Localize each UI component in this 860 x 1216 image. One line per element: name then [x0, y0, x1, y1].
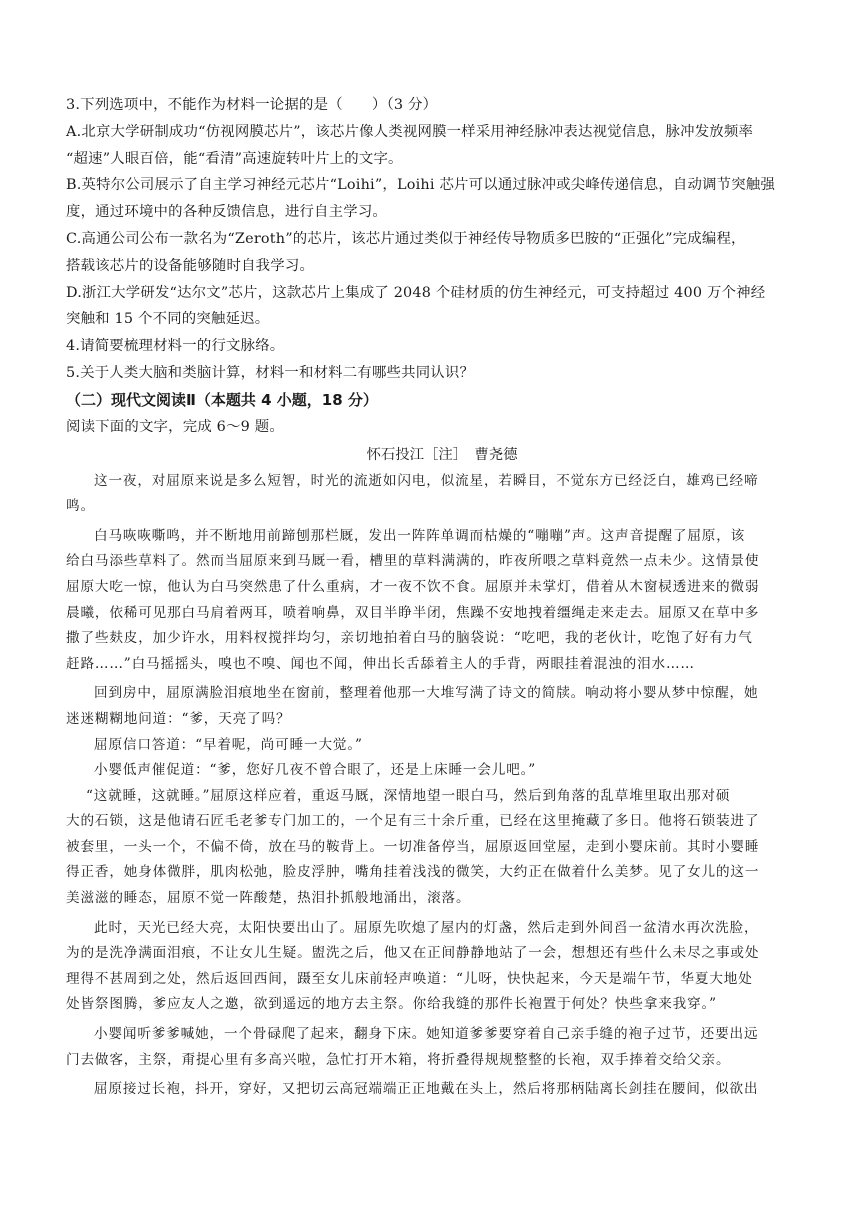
story-p3-line-1: 回到房中，屈原满脸泪痕地坐在窗前，整理着他那一大堆写满了诗文的简牍。响动将小婴从梦中惊醒，她	[94, 685, 759, 702]
exam-page	[66, 92, 794, 1103]
option-a-line-1: A.北京大学研制成功“仿视网膜芯片”，该芯片像人类视网膜一样采用神经脉冲表达视觉信息，脉冲发放频率	[66, 123, 754, 140]
story-p2-line-6: 赶路……”白马摇摇头，嗅也不嗅、闻也不闻，伸出长舌舔着主人的手背，两眼挂着混浊的泪水……	[66, 655, 695, 672]
section-heading: （二）现代文阅读Ⅱ（本题共 4 小题，18 分）	[66, 390, 378, 409]
question-4: 4.请简要梳理材料一的行文脉络。	[66, 338, 285, 355]
story-p2-line-4: 晨曦，依稀可见那白马肩着两耳，喷着响鼻，双目半睁半闭，焦躁不安地拽着缰绳走来走去。屈原又在草中多	[66, 604, 760, 621]
story-p2-line-5: 撒了些麸皮，加少许水，用料杈搅拌均匀，亲切地拍着白马的脑袋说：“吃吧，我的老伙计，吃饱了好有力气	[66, 630, 753, 647]
section-instruction: 阅读下面的文字，完成 6～9 题。	[66, 418, 284, 435]
option-c-line-1: C.高通公司公布一款名为“Zeroth”的芯片，该芯片通过类似于神经传导物质多巴胺的“正强化”完成编程，	[66, 230, 746, 247]
story-p8-line-2: 门去做客，主祭，甭提心里有多高兴啦，急忙打开木箱，将折叠得规规整整的长袍，双手捧着交给父亲。	[66, 1051, 731, 1068]
story-p1-line-1: 这一夜，对屈原来说是多么短智，时光的流逝如闪电，似流星，若瞬目，不觉东方已经泛白，雄鸡已经啼	[94, 472, 759, 489]
option-c-line-2: 搭载该芯片的设备能够随时自我学习。	[66, 257, 315, 274]
story-p8-line-1: 小婴闻听爹爹喊她，一个骨碌爬了起来，翻身下床。她知道爹爹要穿着自己亲手缝的袍子过节，还要出远	[94, 1026, 759, 1043]
story-p3-line-2: 迷迷糊糊地问道：“爹，天亮了吗？	[66, 710, 291, 727]
story-p9-line-1: 屈原接过长袍，抖开，穿好，又把切云高冠端端正正地戴在头上，然后将那柄陆离长剑挂在腰间，似欲出	[94, 1081, 759, 1098]
story-p1-line-2: 鸣。	[66, 498, 95, 515]
question-3-stem: 3.下列选项中，不能作为材料一论据的是（ ）（3 分）	[66, 97, 438, 113]
story-p6-line-5: 美滋滋的睡态，屈原不觉一阵酸楚，热泪扑抓般地涌出，滚落。	[66, 890, 471, 907]
story-p2-line-1: 白马咴咴嘶鸣，并不断地用前蹄刨那栏厩，发出一阵阵单调而枯燥的“嘣嘣”声。这声音提醒了屈原，该	[94, 527, 746, 544]
story-p7-line-2: 为的是洗净满面泪痕，不让女儿生疑。盥洗之后，他又在正间静静地站了一会，想想还有些什么未尽之事或处	[66, 945, 760, 962]
story-p5: 小婴低声催促道：“爹，您好几夜不曾合眼了，还是上床睡一会儿吧。”	[94, 762, 537, 779]
option-a-line-2: “超速”人眼百倍，能“看清”高速旋转叶片上的文字。	[66, 150, 403, 167]
option-d-line-1: D.浙江大学研发“达尔文”芯片，这款芯片上集成了 2048 个硅材质的仿生神经元，可支持超过 400 万个神经	[66, 284, 766, 301]
story-p6-line-3: 被套里，一头一个，不偏不倚，放在马的鞍背上。一切准备停当，屈原返回堂屋，走到小婴床前。其时小婴睡	[66, 838, 760, 855]
option-d-line-2: 突触和 15 个不同的突触延迟。	[66, 311, 270, 328]
option-b-line-2: 度，通过环境中的各种反馈信息，进行自主学习。	[66, 204, 387, 221]
story-p6-line-2: 大的石锁，这是他请石匠毛老爹专门加工的，一个足有三十余斤重，已经在这里掩藏了多日。他将石锁装进了	[66, 813, 760, 830]
story-p7-line-3: 理得不甚周到之处，然后返回西间，蹑至女儿床前轻声唤道：“儿呀，快快起来，今天是端午节，华夏大地处	[66, 970, 753, 987]
story-p6-line-1: “这就睡，这就睡。”屈原这样应着，重返马厩，深情地望一眼白马，然后到角落的乱草堆里取出那对硕	[86, 787, 731, 804]
story-p2-line-2: 给白马添些草料了。然而当屈原来到马厩一看，槽里的草料满满的，昨夜所喂之草料竟然一点未少。这情景使	[66, 553, 760, 570]
story-p6-line-4: 得正香，她身体微胖，肌肉松弛，脸皮浮肿，嘴角挂着浅浅的微笑，大约正在做着什么美梦。见了女儿的这一	[66, 864, 760, 881]
story-title: 怀石投江［注］ 曹尧德	[366, 446, 518, 463]
option-b-line-1: B.英特尔公司展示了自主学习神经元芯片“Loihi”，Loihi 芯片可以通过脉冲或尖峰传递信息，自动调节突触强	[66, 177, 776, 194]
story-p7-line-4: 处皆祭图腾，爹应友人之邀，欲到遥远的地方去主祭。你给我缝的那件长袍置于何处？快些拿来我穿。”	[66, 996, 717, 1013]
story-p7-line-1: 此时，天光已经大亮，太阳快要出山了。屈原先吹熄了屋内的灯盏，然后走到外间舀一盆清水再次洗脸，	[94, 919, 759, 936]
story-p4: 屈原信口答道：“早着呢，尚可睡一大觉。”	[94, 736, 363, 753]
story-p2-line-3: 屈原大吃一惊，他认为白马突然患了什么重病，才一夜不饮不食。屈原并未掌灯，借着从木窗棂透进来的微弱	[66, 578, 760, 595]
question-5: 5.关于人类大脑和类脑计算，材料一和材料二有哪些共同认识？	[66, 364, 475, 381]
